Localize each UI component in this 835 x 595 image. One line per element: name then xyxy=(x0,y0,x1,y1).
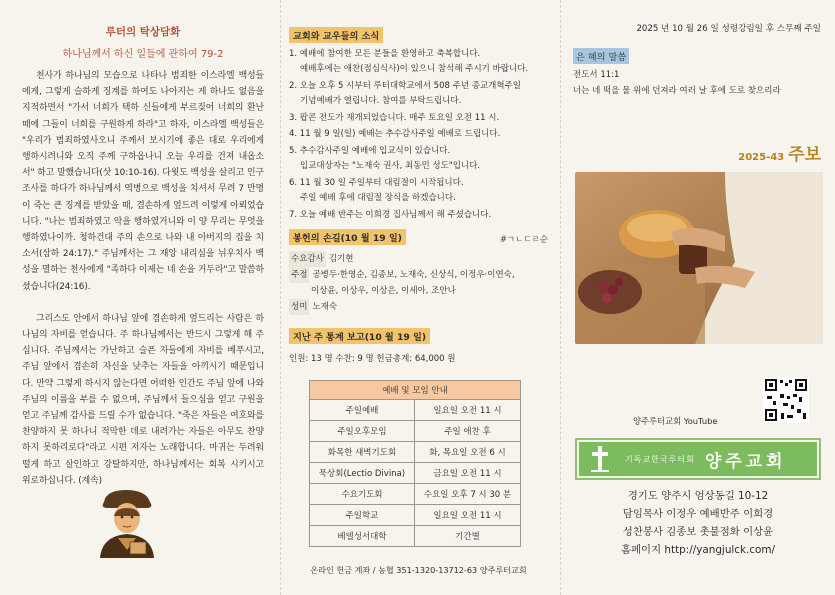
news-item xyxy=(289,176,548,206)
news-item-main: 2. 오늘 오후 5 시부터 루터대학교에서 508 주년 종교개혁주일 xyxy=(289,80,522,91)
verse-text: 너는 네 떡을 물 위에 던져라 여러 날 후에 도로 찾으리라 xyxy=(573,86,781,96)
schedule-event: 화목한 새벽기도회 xyxy=(310,442,415,463)
schedule-event: 주일학교 xyxy=(310,505,415,526)
schedule-time: 기간별 xyxy=(414,526,520,547)
communion-bread-photo xyxy=(575,172,823,344)
qr-code[interactable] xyxy=(763,377,809,423)
news-item-detail: 기념예배가 열립니다. 참여를 부탁드립니다. xyxy=(300,95,462,106)
offering-names: 노재숙 xyxy=(312,302,338,313)
news-item xyxy=(289,79,548,109)
table-row xyxy=(310,505,521,526)
issue-number: 2025-43 xyxy=(738,152,785,163)
offering-names: 이상윤, 이상우, 이상은, 이세아, 조안나 xyxy=(311,285,456,296)
table-row xyxy=(310,526,521,547)
offering-names: 공병두·한영순, 김종보, 노재숙, 신상식, 이정우·이연숙, xyxy=(312,269,515,280)
schedule-event: 수요기도회 xyxy=(310,484,415,505)
schedule-time: 일요일 오전 11 시 xyxy=(414,400,520,421)
section-title: 루터의 탁상담화 xyxy=(105,26,181,38)
stats-heading: 지난 주 통계 보고(10 월 19 일) xyxy=(289,328,430,344)
schedule-time: 일요일 오전 11 시 xyxy=(414,505,520,526)
news-item xyxy=(289,111,548,126)
article-paragraph-2: 그리스도 안에서 하나님 앞에 겸손하게 엎드리는 사람은 하나님의 자비를 얻습니다. 주 하나님께서는 반드시 그렇게 해 주십니다. 주님께서는 가난하고 슬픈 자들에게 자비를 베푸시고, 주님 앞에서 겸손히 자신을 낮추는 자들을 아끼시기 때문입니다. 만약 그렇게 하시지 않는다면 어떠한 인간도 주님 앞에 나와 주님의 이름을 부를 수 없으며, 주님께서 들으심을 얻고 구원을 얻고 주님께 감사를 드릴 수가 없습니다. "죽은 자들은 여호와를 찬양하지 못 하나니 적막한 데로 내려가는 자들은 아무도 찬양하지 못하리로다"라고 시편 저자는 노래합니다. 마귀는 두려워 떨게 하고 살인하고 강탈하지만, 하나님께서는 회복 시키시고 위로하십니다. (계속) xyxy=(22,313,264,486)
schedule-event: 베델성서대학 xyxy=(310,526,415,547)
church-name-banner xyxy=(575,438,821,480)
table-row xyxy=(310,400,521,421)
offering-row xyxy=(289,283,548,299)
bulletin-title xyxy=(573,140,821,165)
offering-row xyxy=(289,267,548,283)
stats-line: 인원: 13 명 수찬: 9 명 헌금총계: 64,000 원 xyxy=(289,354,456,365)
offering-row xyxy=(289,299,548,315)
offering-list xyxy=(289,251,548,316)
news-item-detail: 주일 예배 후에 대림절 장식을 하겠습니다. xyxy=(300,192,456,203)
stats-block xyxy=(289,325,548,364)
schedule-time: 화, 목요일 오전 6 시 xyxy=(414,442,520,463)
bulletin-label: 주보 xyxy=(788,145,821,165)
article-paragraph-1: 천사가 하나님의 모습으로 나타나 범죄한 이스라엘 백성들에게, 그렇게 슬하게 징계를 하여도 나아지는 게 하나도 없음을 지적하면서 "가서 너희가 택하 신들에게 부르짖어 너희의 환난 때에 그들이 너희를 구원하게 하라"고 하자, 이스라엘 백성들은 "우리가 범죄하였사오니 주께서 보시기에 좋은 대로 우리에게 행하시려니와 오직 주께 구하옵나니 오늘 우리를 건져 내옵소서" 하고 말했습니다(삿 10:10-16). 다윗도 백성을 살리고 인구 조사를 하다가 하나님께서 역병으로 백성을 치셔서 무려 7 만명이 죽는 큰 징계를 받았을 때, 겸손하게 엎드려 이렇게 아뢰었습니다. "나는 범죄하였고 악을 행하였거니와 이 양 무리는 무엇을 행하였나이까. 청하건대 주의 손으로 나와 내 아버지의 집을 치소서(삼하 24:17)." 주님께서는 그 재앙 내리심을 뉘우치사 백성을 멸하는 천사에게 "족하다 이제는 네 손을 거두라"고 말씀하셨습니다(24:16). xyxy=(22,71,264,292)
offering-order-tag: #ㄱㄴㄷㄹ순 xyxy=(499,234,548,245)
news-item-detail: 입교대상자는 "노재숙 권사, 최동민 성도"입니다. xyxy=(300,161,481,172)
news-list xyxy=(289,47,548,223)
news-item-main: 6. 11 월 30 일 주일부터 대림절이 시작됩니다. xyxy=(289,178,464,188)
denomination-name: 기독교한국루터회 xyxy=(625,454,695,464)
offering-heading: 봉헌의 손길(10 월 19 일) xyxy=(289,229,406,245)
offering-label: 주정 xyxy=(289,267,309,283)
schedule-event: 주일예배 xyxy=(310,400,415,421)
church-contact-info xyxy=(575,488,821,560)
homepage-link[interactable]: 홈페이지 http://yangjulck.com/ xyxy=(620,543,776,556)
offering-names: 김기현 xyxy=(328,253,354,264)
schedule-event: 주일오후모임 xyxy=(310,421,415,442)
news-heading: 교회와 교우들의 소식 xyxy=(289,27,383,43)
schedule-heading: 예배 및 모임 안내 xyxy=(310,381,521,400)
news-item-main: 7. 오늘 예배 반주는 이희경 집사님께서 해 주셨습니다. xyxy=(289,209,492,220)
news-item-main: 5. 추수감사주일 예배에 입교식이 있습니다. xyxy=(289,146,451,157)
table-row xyxy=(310,421,521,442)
offering-row xyxy=(289,251,548,267)
news-item xyxy=(289,47,548,77)
online-offering-account: 온라인 헌금 계좌 / 농협 351-1320-13712-63 양주루터교회 xyxy=(310,565,527,576)
schedule-time: 주일 애찬 후 xyxy=(414,421,520,442)
schedule-event: 묵상회(Lectio Divina) xyxy=(310,463,415,484)
verse-reference: 전도서 11:1 xyxy=(573,70,620,80)
table-row xyxy=(310,484,521,505)
staff-line-2: 성찬봉사 김종보 촛불점화 이상윤 xyxy=(622,525,774,538)
schedule-time: 수요일 오후 7 시 30 분 xyxy=(414,484,520,505)
staff-line-1: 담임목사 이정우 예배반주 이희경 xyxy=(622,507,774,520)
offering-label: 성미 xyxy=(289,299,309,315)
youtube-label[interactable]: 양주루터교회 YouTube xyxy=(633,416,718,426)
section-subtitle: 하나님께서 하신 일들에 관하여 79-2 xyxy=(62,49,224,60)
service-date: 2025 년 10 월 26 일 성령강림일 후 스무째 주일 xyxy=(636,24,821,34)
table-row xyxy=(310,442,521,463)
news-item xyxy=(289,144,548,174)
news-item xyxy=(289,208,548,223)
news-item xyxy=(289,127,548,142)
panel-church-news xyxy=(280,0,560,595)
cross-icon xyxy=(589,444,611,474)
news-item-main: 4. 11 월 9 일(일) 예배는 추수감사주일 예배로 드립니다. xyxy=(289,129,501,140)
church-name: 양주교회 xyxy=(704,451,787,472)
news-item-main: 1. 예배에 참여한 모든 분들을 환영하고 축복합니다. xyxy=(289,49,481,59)
news-item-detail: 예배후에는 애찬(점심식사)이 있으니 참석해 주시기 바랍니다. xyxy=(300,63,529,74)
church-address: 경기도 양주시 엄상동길 10-12 xyxy=(627,490,769,502)
news-item-main: 3. 팝콘 전도가 재개되었습니다. 매주 토요일 오전 11 시. xyxy=(289,112,500,123)
panel-luther-table-talk xyxy=(0,0,280,595)
panel-cover xyxy=(560,0,835,595)
table-row xyxy=(310,463,521,484)
word-of-grace-heading: 은 혜의 말씀 xyxy=(573,48,629,64)
schedule-time: 금요일 오전 11 시 xyxy=(414,463,520,484)
luther-portrait-illustration xyxy=(96,486,158,558)
schedule-table xyxy=(309,380,521,547)
offering-header-row xyxy=(289,229,548,249)
offering-label: 수요감사 xyxy=(289,251,326,267)
